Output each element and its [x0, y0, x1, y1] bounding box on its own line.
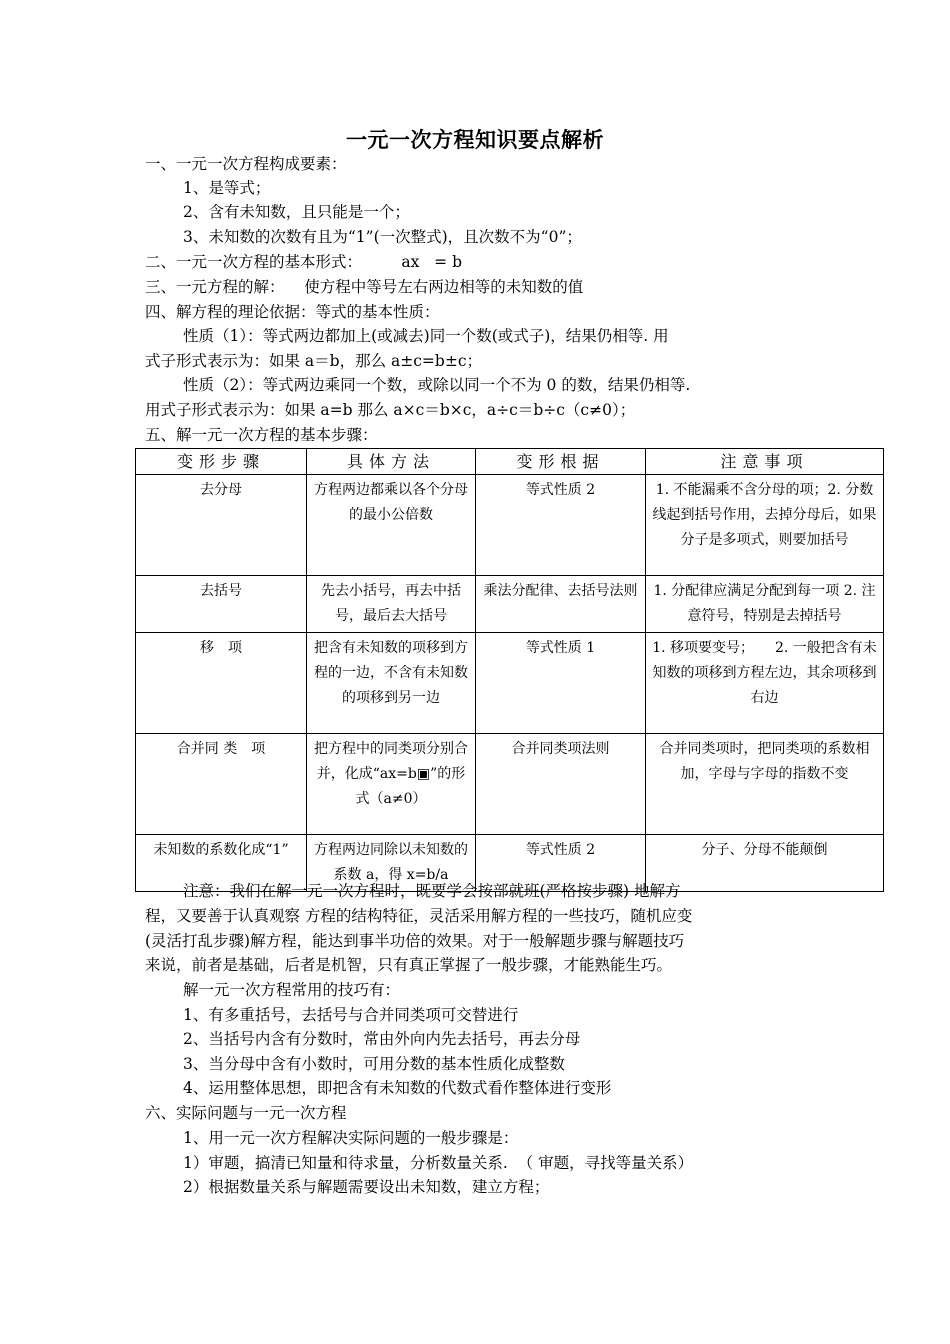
- basis-cell: 等式性质 2: [476, 835, 646, 892]
- property1-line: 性质（1）：等式两边都加上(或减去)同一个数(或式子)，结果仍相等. 用: [183, 327, 669, 345]
- page-title: 一元一次方程知识要点解析: [346, 127, 604, 152]
- step-cell: 移 项: [136, 633, 307, 734]
- note-cell: 分子、分母不能颠倒: [646, 835, 884, 892]
- step-cell: 未知数的系数化成“1”: [136, 835, 307, 892]
- method-cell: 先去小括号，再去中括号，最后去大括号: [307, 576, 476, 633]
- property2-line: 性质（2）：等式两边乘同一个数，或除以同一个不为 0 的数，结果仍相等.: [183, 376, 691, 394]
- property2-formula: 用式子形式表示为：如果 a=b 那么 a×c＝b×c，a÷c＝b÷c（c≠0）；: [145, 401, 636, 419]
- note-paragraph-line: 程，又要善于认真观察 方程的结构特征，灵活采用解方程的一些技巧，随机应变: [145, 907, 693, 925]
- table-header-row: [136, 449, 884, 475]
- basis-cell: 等式性质 1: [476, 633, 646, 734]
- section6-item: 1）审题，搞清已知量和待求量，分析数量关系. （ 审题，寻找等量关系）: [183, 1154, 694, 1172]
- basis-cell: 等式性质 2: [476, 475, 646, 576]
- table-row: [136, 734, 884, 835]
- table-row: [136, 576, 884, 633]
- step-cell: 合并同 类 项: [136, 734, 307, 835]
- tip-item: 2、当括号内含有分数时，常由外向内先去括号，再去分母: [183, 1030, 581, 1048]
- note-paragraph-line: 来说，前者是基础，后者是机智，只有真正掌握了一般步骤，才能熟能生巧。: [145, 956, 673, 974]
- section1-heading: 一、一元一次方程构成要素：: [145, 155, 347, 173]
- step-cell: 去括号: [136, 576, 307, 633]
- method-cell: 把方程中的同类项分别合并，化成“ax=b▣”的形式（a≠0）: [307, 734, 476, 835]
- property1-formula: 式子形式表示为：如果 a＝b，那么 a±c=b±c；: [145, 352, 483, 370]
- tips-heading: 解一元一次方程常用的技巧有：: [183, 981, 401, 999]
- section6-item: 2）根据数量关系与解题需要设出未知数，建立方程；: [183, 1178, 550, 1196]
- method-cell: 方程两边同除以未知数的系数 a，得 x=b/a: [307, 835, 476, 892]
- step-cell: 去分母: [136, 475, 307, 576]
- section4-heading: 四、解方程的理论依据：等式的基本性质：: [145, 303, 440, 321]
- table-row: [136, 475, 884, 576]
- note-cell: 合并同类项时，把同类项的系数相加，字母与字母的指数不变: [646, 734, 884, 835]
- note-cell: 1. 不能漏乘不含分母的项；2. 分数线起到括号作用，去掉分母后，如果分子是多项式，则要加括号: [646, 475, 884, 576]
- basis-cell: 乘法分配律、去括号法则: [476, 576, 646, 633]
- section6-item: 1、用一元一次方程解决实际问题的一般步骤是：: [183, 1129, 519, 1147]
- note-paragraph-line: 注意：我们在解一元一次方程时，既要学会按部就班(严格按步骤) 地解方: [183, 882, 681, 900]
- tip-item: 4、运用整体思想，即把含有未知数的代数式看作整体进行变形: [183, 1079, 612, 1097]
- steps-table: [135, 448, 884, 892]
- section1-item: 1、是等式；: [183, 179, 271, 197]
- header-cell: 具体方法: [307, 449, 476, 475]
- table-row: [136, 633, 884, 734]
- section1-item: 3、未知数的次数有且为“1”(一次整式)，且次数不为“0”；: [183, 228, 582, 246]
- method-cell: 方程两边都乘以各个分母的最小公倍数: [307, 475, 476, 576]
- note-cell: 1. 分配律应满足分配到每一项 2. 注意符号，特别是去掉括号: [646, 576, 884, 633]
- note-paragraph-line: (灵活打乱步骤)解方程，能达到事半功倍的效果。对于一般解题步骤与解题技巧: [145, 932, 685, 950]
- header-cell: 变形步骤: [136, 449, 307, 475]
- tip-item: 1、有多重括号，去括号与合并同类项可交替进行: [183, 1006, 519, 1024]
- section1-item: 2、含有未知数，且只能是一个；: [183, 203, 410, 221]
- note-cell: 1. 移项要变号； 2. 一般把含有未知数的项移到方程左边，其余项移到右边: [646, 633, 884, 734]
- section5-heading: 五、解一元一次方程的基本步骤：: [145, 426, 378, 444]
- section2-line: 二、一元一次方程的基本形式： ax = b: [145, 253, 463, 271]
- header-cell: 变形根据: [476, 449, 646, 475]
- section3-line: 三、一元方程的解： 使方程中等号左右两边相等的未知数的值: [145, 278, 584, 296]
- section6-heading: 六、实际问题与一元一次方程: [145, 1104, 347, 1122]
- header-cell: 注意事项: [646, 449, 884, 475]
- tip-item: 3、当分母中含有小数时，可用分数的基本性质化成整数: [183, 1055, 565, 1073]
- basis-cell: 合并同类项法则: [476, 734, 646, 835]
- method-cell: 把含有未知数的项移到方程的一边，不含有未知数的项移到另一边: [307, 633, 476, 734]
